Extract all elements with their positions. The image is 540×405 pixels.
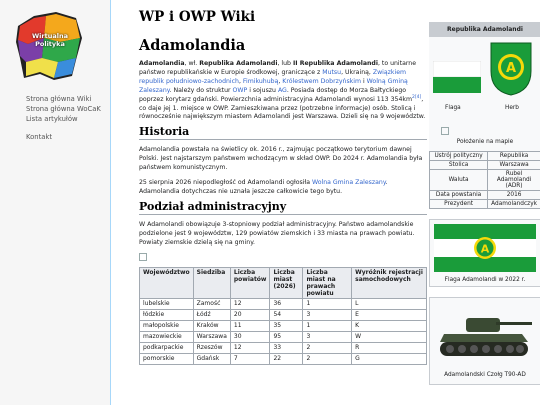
infobox-row xyxy=(430,161,540,170)
infobox-value: 2016 xyxy=(488,191,540,200)
broken-map-image-icon xyxy=(441,127,449,135)
table-cell: G xyxy=(352,354,427,365)
table-cell: podkarpackie xyxy=(140,343,194,354)
table-cell: łódzkie xyxy=(140,310,194,321)
infobox-facts xyxy=(429,151,540,209)
flag-2022-figure xyxy=(429,219,540,287)
table-cell: W xyxy=(352,332,427,343)
col-header: Liczba miast na prawach powiatu xyxy=(303,268,352,299)
table-cell: Gdańsk xyxy=(193,354,230,365)
infobox-label: Prezydent xyxy=(430,200,488,209)
infobox-row xyxy=(430,191,540,200)
col-header: Wyróżnik rejestracji samochodowych xyxy=(352,268,427,299)
table-cell: 12 xyxy=(230,343,270,354)
link-wolna-gmina[interactable]: Wolną Gminą Zaleszany xyxy=(139,77,408,94)
col-header: Liczba powiatów xyxy=(230,268,270,299)
table-cell: małopolskie xyxy=(140,321,194,332)
table-cell: Warszawa xyxy=(193,332,230,343)
table-row xyxy=(140,321,427,332)
infobox-value: Warszawa xyxy=(488,161,540,170)
infobox-row xyxy=(430,200,540,209)
flag-2022-image[interactable] xyxy=(434,224,536,272)
link-mutsu[interactable]: Mutsu xyxy=(322,68,342,76)
link-ag[interactable]: AG xyxy=(277,86,287,94)
col-header: Siedziba xyxy=(193,268,230,299)
flag-caption: Flaga xyxy=(445,105,461,111)
table-cell: 1 xyxy=(303,321,352,332)
infobox-title: Republika Adamolandi xyxy=(429,22,540,37)
voivodeship-table xyxy=(139,267,427,365)
intro-paragraph: Adamolandia, wł. Republika Adamolandi, lub II Republika Adamolandi, to unitarne państwo republikańskie w Europie środkowej, graniczące z Mutsu, Ukrainą, Związkiem republik południowo-zachodnich, Fimikuhubą, Królestwem Dobrzyńskim i Wolną Gminą Zaleszany. Należy do struktur OWP i sojuszu AG. Posiada dostęp do Morza Bałtyckiego poprzez korytarz gdański. Powierzchnia administracyjna Adamolandi wynosi 113 354km$^{2[4]}$, co daje jej 1. miejsce w OWP. Zamieszkiwana przez (potrzebne informacje) osób. Stolicą i równocześnie największym miastem Adamolandi jest Warszawa. Dzieli się na 9 województw. xyxy=(139,60,426,121)
table-cell: 2 xyxy=(303,354,352,365)
link-owp[interactable]: OWP xyxy=(232,86,248,94)
table-cell: mazowieckie xyxy=(140,332,194,343)
page-title: Adamolandia xyxy=(139,37,246,54)
map-caption: Położenie na mapie xyxy=(456,139,514,145)
table-cell: 95 xyxy=(270,332,303,343)
herb-caption: Herb xyxy=(505,105,519,111)
broken-image-icon xyxy=(139,253,147,261)
table-row xyxy=(140,332,427,343)
table-row xyxy=(140,354,427,365)
table-row xyxy=(140,299,427,310)
map-placeholder xyxy=(429,117,540,151)
tank-caption: Adamolandski Czołg T90-AD xyxy=(444,372,526,378)
table-cell: Zamość xyxy=(193,299,230,310)
link-wolna-gmina-2[interactable]: Wolna Gmina Zaleszany xyxy=(311,178,386,186)
table-cell: 1 xyxy=(303,299,352,310)
infobox-value: Republika xyxy=(488,152,540,161)
table-cell: Kraków xyxy=(193,321,230,332)
sidebar-nav xyxy=(26,94,101,142)
table-cell: 7 xyxy=(230,354,270,365)
tank-figure xyxy=(429,297,540,385)
table-cell: 11 xyxy=(230,321,270,332)
nav-item-contact[interactable]: Kontakt xyxy=(26,133,53,141)
table-cell: 54 xyxy=(270,310,303,321)
table-cell: 30 xyxy=(230,332,270,343)
table-cell: pomorskie xyxy=(140,354,194,365)
nav-item-articles[interactable]: Lista artykułów xyxy=(26,115,78,123)
table-cell: Rzeszów xyxy=(193,343,230,354)
infobox-value: Adamolandczyk xyxy=(488,200,540,209)
table-cell: 20 xyxy=(230,310,270,321)
historia-paragraph-1: Adamolandia powstała na świetlicy ok. 2016 r., zajmując początkowo terytorium dawnej Polski. Jest najstarszym państwem wchodzącym w skład OWP. Do 2024 r. Adamolandia była państwem komunistycznym. xyxy=(139,146,423,172)
table-cell: K xyxy=(352,321,427,332)
infobox-row xyxy=(430,170,540,191)
historia-paragraph-2: 25 sierpnia 2026 niepodległość od Adamolandi ogłosiła Wolna Gmina Zaleszany. Adamolandia dotychczas nie uznała jeszcze całkowicie tego bytu. xyxy=(139,178,388,195)
site-logo[interactable] xyxy=(14,8,86,84)
table-cell: 2 xyxy=(303,343,352,354)
infobox-label: Ustrój polityczny xyxy=(430,152,488,161)
nav-item-home-wiki[interactable]: Strona główna Wiki xyxy=(26,95,92,103)
infobox-value: Rubel Adamolandi (ADR) xyxy=(488,170,540,191)
table-cell: L xyxy=(352,299,427,310)
flag-2022-caption: Flaga Adamolandi w 2022 r. xyxy=(444,277,526,283)
svg-text:A: A xyxy=(505,61,517,76)
table-cell: 22 xyxy=(270,354,303,365)
link-krolestwo[interactable]: Królestwem Dobrzyńskim xyxy=(282,77,361,85)
flag-image[interactable] xyxy=(433,61,481,93)
infobox-label: Waluta xyxy=(430,170,488,191)
table-cell: 35 xyxy=(270,321,303,332)
table-cell: 3 xyxy=(303,310,352,321)
table-row xyxy=(140,343,427,354)
article-body xyxy=(139,60,427,365)
table-header-row xyxy=(140,268,427,299)
nav-item-home-wocak[interactable]: Strona główna WoCaK xyxy=(26,105,101,113)
sidebar xyxy=(0,0,110,405)
tank-image[interactable] xyxy=(436,308,534,366)
col-header: Województwo xyxy=(140,268,194,299)
table-cell: E xyxy=(352,310,427,321)
table-cell: lubelskie xyxy=(140,299,194,310)
col-header: Liczba miast (2026) xyxy=(270,268,303,299)
infobox-symbols xyxy=(429,37,540,117)
svg-text:A: A xyxy=(480,242,490,256)
infobox-label: Data powstania xyxy=(430,191,488,200)
site-title: WP i OWP Wiki xyxy=(139,9,256,25)
link-zwiazek[interactable]: Związkiem republik południowo-zachodnich xyxy=(139,68,407,85)
infobox-row xyxy=(430,152,540,161)
table-cell: Łódź xyxy=(193,310,230,321)
infobox-label: Stolica xyxy=(430,161,488,170)
table-cell: R xyxy=(352,343,427,354)
table-cell: 12 xyxy=(230,299,270,310)
logo-text: Wirtualna Polityka xyxy=(32,32,68,48)
table-cell: 36 xyxy=(270,299,303,310)
heading-podzial: Podział administracyjny xyxy=(139,203,427,215)
ref-link[interactable]: 2[4] xyxy=(412,94,422,100)
table-cell: 3 xyxy=(303,332,352,343)
link-fimikuhuba[interactable]: Fimikuhubą xyxy=(242,77,279,85)
content-area xyxy=(110,0,540,405)
coat-of-arms-icon[interactable] xyxy=(489,41,533,97)
table-cell: 33 xyxy=(270,343,303,354)
infobox xyxy=(429,22,540,385)
heading-historia: Historia xyxy=(139,128,427,140)
table-row xyxy=(140,310,427,321)
podzial-paragraph: W Adamolandi obowiązuje 3-stopniowy podział administracyjny. Państwo adamolandskie podzielone jest 9 województw, 129 powiatów ziemskich i 33 miasta na prawach powiatu. Powiaty ziemskie dzielą się na gminy. xyxy=(139,220,415,246)
